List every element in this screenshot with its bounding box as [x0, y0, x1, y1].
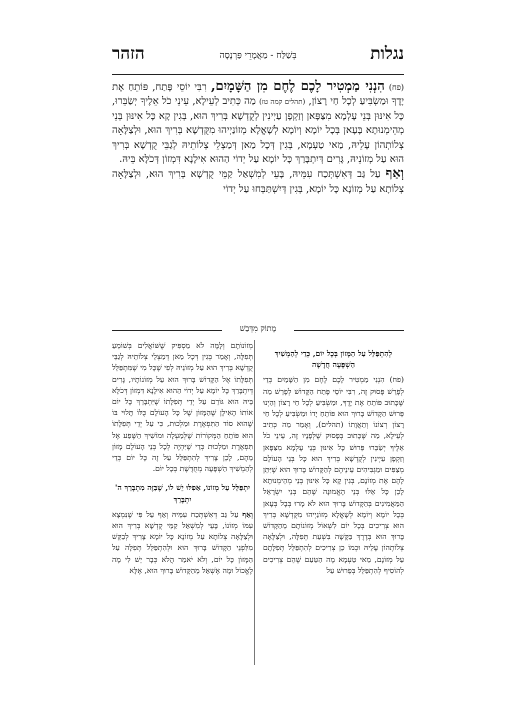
- main-paragraph-1: [112, 80, 404, 167]
- commentary-title: מָתוֹק מִדְּבַשׁ: [239, 324, 277, 333]
- commentary-column-right: [263, 340, 404, 578]
- column-rule: [254, 340, 255, 665]
- divider-line: [294, 330, 404, 331]
- running-head-book: הזהר: [112, 44, 145, 64]
- main-text-run: עַל גַּב דְּאִשְׁתְּכַח עִמֵּיהּ, בָּעֵי לְמִשְׁאַל קַמֵּי קֻדְשָׁא בְּרִיךְ הוּא, וּלְצַלָּאָה צְלוֹתָא עַל מְזוֹנָא כָּל יוֹמָא, בְּגִין דְּיִשְׁתַּבְּחוּ עַל יְדוֹי: [112, 169, 404, 195]
- commentary-paragraph: מְזוֹנוֹתָם וְלָמָּה לֹא מַסְפִּיק שֶׁשּׁוֹאֲלִים בְּשׁוֹמֵעַ תְּפִלָּה, וְאָמַר בְּגִין דְּכָל מַאן דְּמַצְלֵי צְלוֹתֵיהּ לְגַבֵּי קֻדְשָׁא בְּרִיךְ הוּא עַל מְזוֹנֵיהּ לְפִי שֶׁכָּל מִי שֶׁמִּתְפַּלֵּל תְּפִלָּתוֹ אֶל הַקָּדוֹשׁ בָּרוּךְ הוּא עַל מְזוֹנוֹתָיו, גָּרִים דְּיִתְבָּרַךְ כָּל יוֹמָא עַל יְדוֹי הַהוּא אִילָנָא דִּמְזוֹן דְּכֹלָּא בֵּיהּ הוּא גּוֹרֵם עַל יְדֵי תְּפִלָּתוֹ שֶׁיִּתְבָּרֵךְ כָּל יוֹם אוֹתוֹ הָאִילָן שֶׁהַמָּזוֹן שֶׁל כָּל הָעוֹלָם כֻּלּוֹ תָּלוּי בּוֹ שֶׁהוּא סוֹד הַתִּפְאֶרֶת וּמַלְכוּת, כִּי עַל יְדֵי תְּפִלָּתוֹ הוּא פּוֹתֵחַ הַמְּקוֹרוֹת שֶׁלְּמַעְלָה וּמוֹשִׁיךְ הַשֶּׁפַע אֶל תִּפְאֶרֶת וּמַלְכוּת כְּדֵי שֶׁיִּהְיֶה לְכָל בְּנֵי הָעוֹלָם מָזוֹן מֵהֶם, לָכֵן צָרִיךְ לְהִתְפַּלֵּל עַל זֶה כָּל יוֹם כְּדֵי לְהַמְשִׁיךְ הַשְׁפָּעָה מְחֻדֶּשֶׁת בְּכָל יוֹם.: [112, 341, 253, 474]
- running-head-parsha: בְּשַׁלַּח - מַאֲמָרֵי פַּרְנָסָה: [219, 51, 297, 61]
- running-head-section: נגלות: [370, 44, 404, 64]
- commentary-header: לְהִתְפַּלֵּל עַל הַמָּזוֹן בְּכָל יוֹם, כְּדֵי לְהַמְשִׁיךְ הַשְׁפָּעָה חֲדָשָׁה: [274, 349, 393, 370]
- main-zohar-text: [112, 80, 404, 197]
- main-text-run: רִבִּי יוֹסֵי פָּתַח, פּוֹתֵחַ אֶת יָדֶךָ וּמַשְׂבִּיעַ לְכָל חַי רָצוֹן,: [112, 82, 404, 108]
- main-paragraph-2: [112, 167, 404, 197]
- commentary-column-left: [112, 340, 253, 578]
- header-rule: [112, 74, 404, 75]
- commentary-paragraph: (פח) הִנְנִי מַמְטִיר לָכֶם לֶחֶם מִן הַשָּׁמַיִם כְּדֵי לְפָרֵשׁ פָּסוּק זֶה, רִבִּי יוֹסֵי פָּתַח הַקָּדוֹשׁ לְפָרֵשׁ מַה שֶּׁכָּתוּב פּוֹתֵחַ אֶת יָדֶךָ, וּמַשְׂבִּיעַ לְכָל חַי רָצוֹן וְהַיְנוּ פֵּרוּשׁ הַקָּדוֹשׁ בָּרוּךְ הוּא פּוֹתֵחַ יָדוֹ וּמַשְׂבִּיעַ לְכָל חַי רָצוֹן רְצוֹנוֹ וְתַאֲוָתוֹ (תהלים), וְאָמַר מַה כְּתִיב לְעֵילָא, מַה שֶּׁכָּתוּב בְּפָסוּק שֶׁלְּפָנָיו זֶה, עֵינֵי כֹל אֵלֶיךָ יְשַׂבֵּרוּ פֵּרוּשׁ כָּל אִינּוּן בְּנֵי עָלְמָא מִצַּפָּאן וְזַקְפָן עַיְינִין לְקֻדְשָׁא בְּרִיךְ הוּא כָּל בְּנֵי הָעוֹלָם מְצַפִּים וּמַגְבִּיהִים עֵינֵיהֶם לְהַקָּדוֹשׁ בָּרוּךְ הוּא שֶׁיִּתֵּן לָהֶם אֶת מְזוֹנָם, בְּגִין קָא כָּל אִינּוּן בְּנֵי מְהֵימְנוּתָא לָכֵן כָּל אֵלּוּ בְּנֵי הָאֱמוּנָה שֶׁהֵם בְּנֵי יִשְׂרָאֵל הַמַּאֲמִינִים בְּהַקָּדוֹשׁ בָּרוּךְ הוּא לֹא מָרוּ בְּבָל בְּעָאן בְּכָל יוֹמָא וְיוֹמָא לְשָׁאֳלָא מְזוֹנַיְיהוּ מִקֻּדְשָׁא בְּרִיךְ הוּא צְרִיכִים בְּכָל יוֹם לִשְׁאוֹל מְזוֹנוֹתָם מֵהַקָּדוֹשׁ בָּרוּךְ הוּא בְּדֶרֶךְ בַּקָּשָׁה בִּשְׁעַת תְּפִלָּה, וּלְצַלָּאָה צְלוֹתְהוֹן עָלֵיהּ וּכְמוֹ כֵן צְרִיכִים לְהִתְפַּלֵּל תְּפִלָּתָם עַל מְזוֹנָם, מַאי טַעְמָא מָה הַטַּעַם שֶׁהֵם צְרִיכִים לְהוֹסִיף לְהִתְפַּלֵּל בְּפֵרוּשׁ עַל: [263, 375, 404, 575]
- lead-words: הִנְנִי מַמְטִיר לָכֶם לֶחֶם מִן הַשָּׁמָיִם,: [210, 79, 385, 94]
- commentary-divider: [112, 324, 404, 336]
- divider-line: [112, 330, 222, 331]
- main-text-run: מַה כְּתִיב לְעֵילָא, עֵינֵי כֹל אֵלֶיךָ יְשַׂבֵּרוּ, כָּל אִינּוּן בְּנֵי עָלְמָא מִצַּפָּאן וְזַקְפָן עַיְינִין לְקֻדְשָׁא בְּרִיךְ הוּא, בְּגִין קָא כָּל אִינּוּן בְּנֵי מְהֵימְנוּתָא בָּעָאן בְּכָל יוֹמָא וְיוֹמָא לְשָׁאֳלָא מְזוֹנַיְיהוּ מִקֻּדְשָׁא בְּרִיךְ הוּא, וּלְצַלָּאָה צְלוֹתְהוֹן עָלֵיהּ, מַאי טַעְמָא, בְּגִין דְּכָל מַאן דְּמַצְלֵי צְלוֹתֵיהּ לְגַבֵּי קֻדְשָׁא בְּרִיךְ הוּא עַל מְזוֹנֵיהּ, גָּרִים דְּיִתְבָּרַךְ כָּל יוֹמָא עַל יְדוֹי הַהוּא אִילָנָא דִּמְזוֹן דְּכֹלָּא בֵּיהּ.: [112, 96, 404, 166]
- running-head: [112, 44, 404, 70]
- paragraph-marker: (פח): [388, 83, 405, 92]
- commentary-paragraph: [112, 509, 253, 576]
- commentary-text-run: עַל גַּב דְּאִשְׁתְּכַח עִמֵּיהּ וְאַף עַל פִּי שֶׁנִּמְצָא עִמּוֹ מְזוֹנוֹ, בָּעֵי לְמִשְׁאַל קַמֵּי קֻדְשָׁא בְּרִיךְ הוּא וּלְצַלָּאָה צְלוֹתָא עַל מְזוֹנָא כָּל יוֹמָא צָרִיךְ לְבַקֵּשׁ מִלִּפְנֵי הַקָּדוֹשׁ בָּרוּךְ הוּא וּלְהִתְפַּלֵּל תְּפִלָּה עַל הַמָּזוֹן כָּל יוֹם, וְלֹא יֹאמַר הֲלֹא כְּבָר יֵשׁ לִי מָה לֶאֱכוֹל וּמָה אֶשְׁאַל מֵהַקָּדוֹשׁ בָּרוּךְ הוּא, אֶלָּא: [112, 509, 253, 575]
- lead-word: וְאַף: [242, 509, 253, 519]
- verse-citation: (תהלים קמה טז): [259, 98, 306, 107]
- commentary-header: יִתְפַּלֵּל עַל מְזוֹנוֹ, אַפִלּוּ יֵשׁ לוֹ, שֶׁבַּזֶּה מִתְבָּרֵךְ ה' יִתְבָּרֵךְ: [115, 483, 250, 504]
- lead-word: וְאַף: [385, 166, 404, 182]
